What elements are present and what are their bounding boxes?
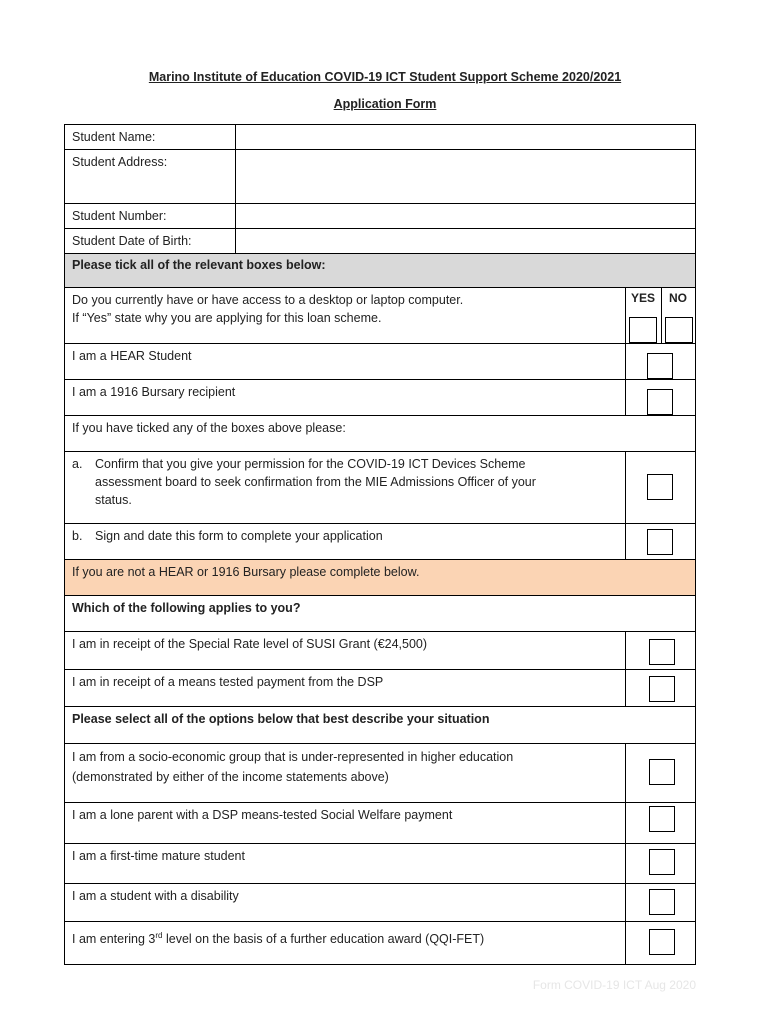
sign-row: [64, 524, 696, 560]
mature-label: I am a first-time mature student: [72, 849, 245, 863]
sign-checkbox[interactable]: [647, 529, 673, 555]
tick-header-label: Please tick all of the relevant boxes below:: [72, 258, 326, 272]
student-number-field[interactable]: [236, 204, 695, 228]
susi-label: I am in receipt of the Special Rate level of SUSI Grant (€24,500): [72, 637, 428, 651]
column-divider: [625, 744, 626, 802]
sign-letter: b.: [72, 529, 83, 543]
fet-text-sup: rd: [155, 931, 163, 940]
hear-label: I am a HEAR Student: [72, 349, 192, 363]
which-applies-label: Which of the following applies to you?: [72, 601, 301, 615]
fet-label: [72, 927, 484, 948]
lone-parent-label: I am a lone parent with a DSP means-tested Social Welfare payment: [72, 808, 453, 822]
hear-row: [64, 344, 696, 380]
disability-checkbox[interactable]: [649, 889, 675, 915]
student-name-field[interactable]: [236, 125, 695, 149]
student-dob-row: [64, 229, 696, 254]
student-name-row: [64, 124, 696, 150]
column-divider: [625, 452, 626, 523]
column-divider: [625, 670, 626, 706]
dsp-row: [64, 670, 696, 707]
fet-row: [64, 922, 696, 965]
bursary-checkbox[interactable]: [647, 389, 673, 415]
column-divider: [625, 803, 626, 843]
ticked-any-row: [64, 416, 696, 452]
bursary-row: [64, 380, 696, 416]
hear-checkbox[interactable]: [647, 353, 673, 379]
lone-parent-row: [64, 803, 696, 844]
computer-access-line1: Do you currently have or have access to a desktop or laptop computer.: [72, 293, 464, 307]
column-divider: [661, 288, 662, 343]
confirm-line2: assessment board to seek confirmation from the MIE Admissions Officer of your: [95, 475, 536, 489]
mature-checkbox[interactable]: [649, 849, 675, 875]
confirm-text: [95, 455, 536, 509]
column-divider: [625, 922, 626, 964]
which-applies-row: [64, 596, 696, 632]
disability-label: I am a student with a disability: [72, 889, 239, 903]
no-label: NO: [669, 291, 687, 305]
confirm-row: [64, 452, 696, 524]
socio-line2: (demonstrated by either of the income statements above): [72, 770, 389, 784]
student-address-label: Student Address:: [72, 155, 168, 169]
socio-line1: I am from a socio-economic group that is under-represented in higher education: [72, 750, 514, 764]
form-footer: Form COVID-19 ICT Aug 2020: [532, 978, 696, 992]
column-divider: [625, 632, 626, 669]
computer-access-row: [64, 288, 696, 344]
tick-header-row: [64, 254, 696, 288]
disability-row: [64, 884, 696, 922]
dsp-checkbox[interactable]: [649, 676, 675, 702]
socio-text: [72, 747, 513, 787]
computer-access-line2: If “Yes” state why you are applying for this loan scheme.: [72, 311, 382, 325]
not-hear-label: If you are not a HEAR or 1916 Bursary please complete below.: [72, 565, 420, 579]
column-divider: [625, 380, 626, 415]
ticked-any-label: If you have ticked any of the boxes above please:: [72, 421, 346, 435]
yes-label: YES: [631, 291, 656, 305]
student-dob-field[interactable]: [236, 229, 695, 253]
select-options-row: [64, 707, 696, 744]
column-divider: [625, 524, 626, 559]
student-name-label: Student Name:: [72, 130, 156, 144]
fet-text-post: level on the basis of a further education award (QQI-FET): [162, 932, 485, 947]
confirm-checkbox[interactable]: [647, 474, 673, 500]
dsp-label: I am in receipt of a means tested payment from the DSP: [72, 675, 384, 689]
not-hear-row: [64, 560, 696, 596]
computer-no-checkbox[interactable]: [665, 317, 693, 343]
column-divider: [625, 288, 626, 343]
computer-access-question: [72, 291, 463, 327]
confirm-line1: Confirm that you give your permission for the COVID-19 ICT Devices Scheme: [95, 457, 526, 471]
student-dob-label: Student Date of Birth:: [72, 234, 192, 248]
form-title: Marino Institute of Education COVID-19 ICT Student Support Scheme 2020/2021: [148, 70, 622, 84]
student-address-row: [64, 150, 696, 204]
student-address-field[interactable]: [236, 150, 695, 203]
column-divider: [625, 344, 626, 379]
column-divider: [625, 844, 626, 883]
computer-yes-checkbox[interactable]: [629, 317, 657, 343]
confirm-letter: a.: [72, 457, 83, 471]
sign-label: Sign and date this form to complete your application: [95, 529, 383, 543]
socio-checkbox[interactable]: [649, 759, 675, 785]
mature-row: [64, 844, 696, 884]
confirm-line3: status.: [95, 493, 132, 507]
fet-checkbox[interactable]: [649, 929, 675, 955]
student-number-label: Student Number:: [72, 209, 167, 223]
bursary-label: I am a 1916 Bursary recipient: [72, 385, 236, 399]
student-number-row: [64, 204, 696, 229]
form-subtitle: Application Form: [333, 97, 437, 111]
susi-row: [64, 632, 696, 670]
socio-row: [64, 744, 696, 803]
susi-checkbox[interactable]: [649, 639, 675, 665]
fet-text-pre: I am entering 3: [72, 932, 156, 947]
column-divider: [625, 884, 626, 921]
select-options-label: Please select all of the options below that best describe your situation: [72, 712, 490, 726]
lone-parent-checkbox[interactable]: [649, 806, 675, 832]
